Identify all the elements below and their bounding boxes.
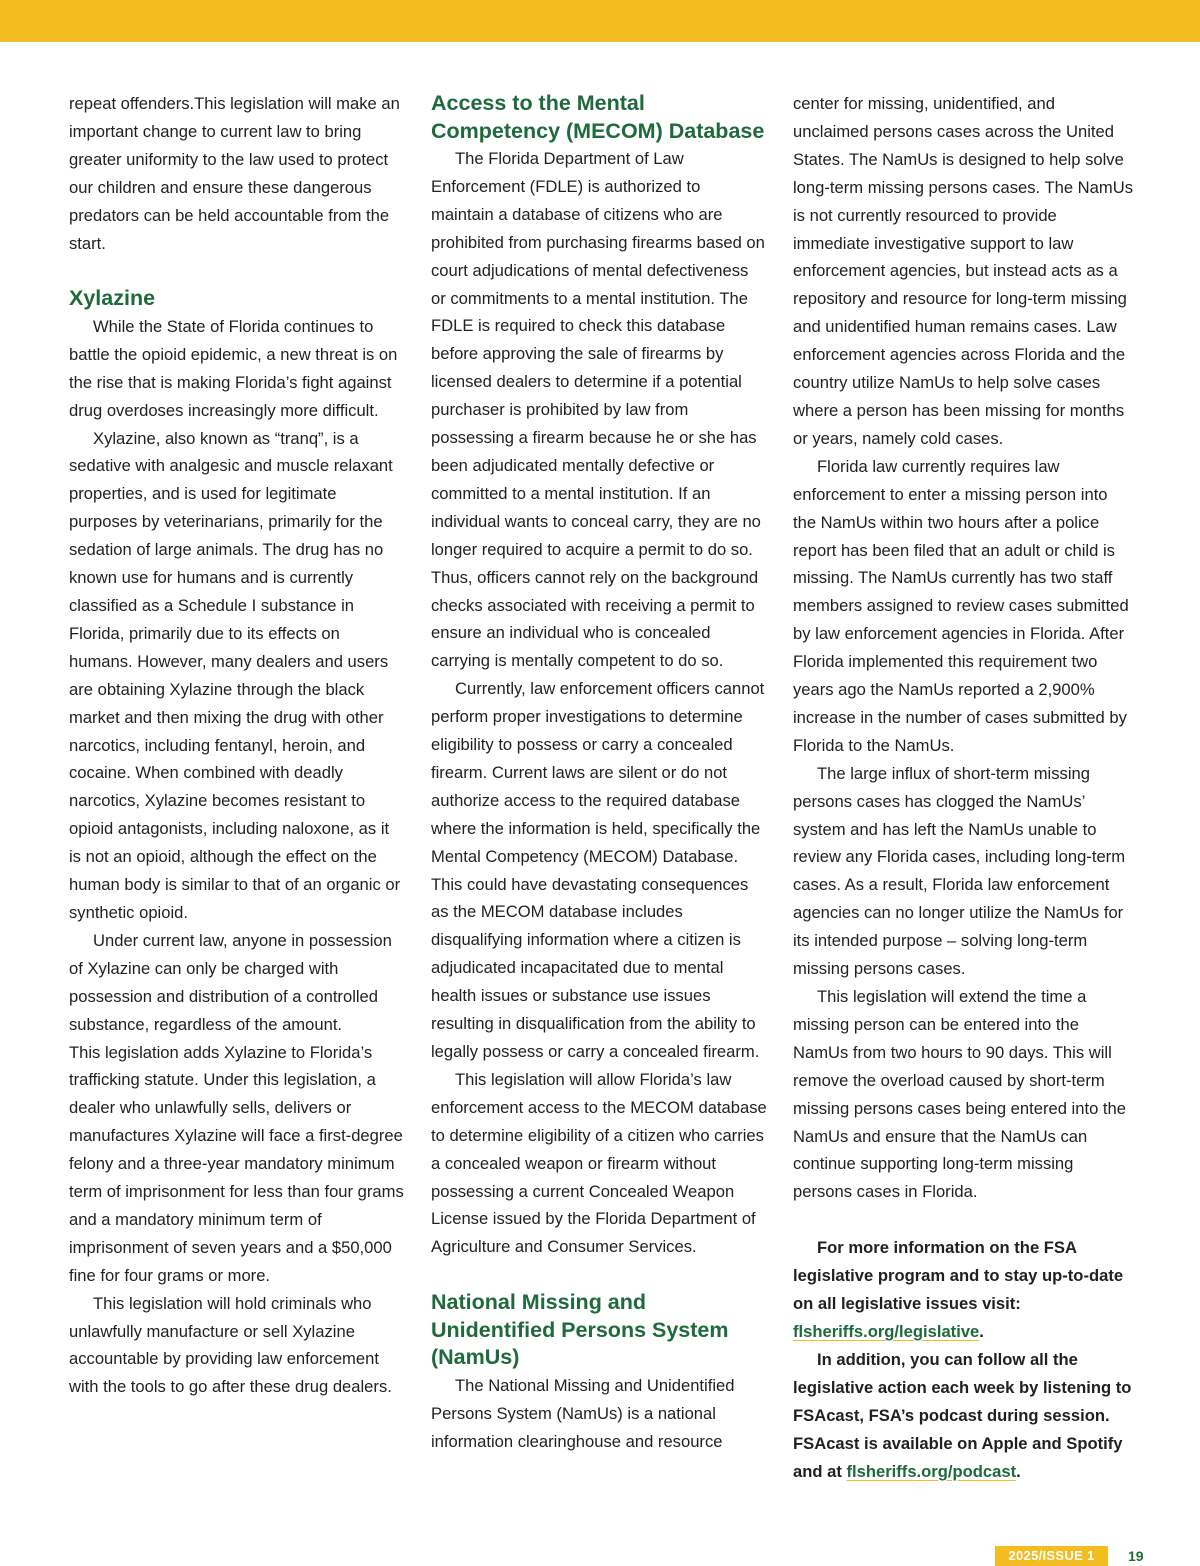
paragraph-influx: The large influx of short-term missing persons cases has clogged the NamUs’ system and has left the NamUs unable to review any Florida cases, including long-term cases. As a result, Florida law enforcement agencies can no longer utilize the NamUs for its intended purpose – solving long-term missing persons cases. — [793, 763, 1126, 979]
column-3 — [793, 90, 1133, 1485]
page-number: 19 — [1128, 1548, 1144, 1564]
spacer — [793, 1206, 1133, 1234]
paragraph-fdle-database: The Florida Department of Law Enforcement (FDLE) is authorized to maintain a database of citizens who are prohibited from purchasing firearms based on court adjudications of mental defectiveness or commitments to a mental institution. The FDLE is required to check this database before approving the sale of firearms by licensed dealers to determine if a potential purchaser is prohibited by law from possessing a firearm because he or she has been adjudicated mentally defective or committed to a mental institution. If an individual wants to conceal carry, they are no longer required to acquire a permit to do so. Thus, officers cannot rely on the background checks associated with receiving a permit to ensure an individual who is concealed carrying is mentally competent to do so. — [431, 149, 765, 671]
paragraph-xylazine-intro: While the State of Florida continues to battle the opioid epidemic, a new threat is on the rise that is making Florida’s fight against drug overdoses increasingly more difficult. — [69, 316, 398, 420]
paragraph-extend-time: This legislation will extend the time a missing person can be entered into the NamUs from two hours to 90 days. This will remove the overload caused by short-term missing persons cases being entered into the NamUs and ensure that the NamUs can continue supporting long-term missing persons cases in Florida. — [793, 987, 1126, 1202]
paragraph-fsacast — [793, 1346, 1133, 1486]
paragraph-current-law: Under current law, anyone in possession of Xylazine can only be charged with possession and distribution of a controlled substance, regardless of the amount. — [69, 930, 392, 1034]
column-2 — [431, 90, 767, 1455]
paragraph-xylazine-tranq: Xylazine, also known as “tranq”, is a sedative with analgesic and muscle relaxant properties, and is used for legitimate purposes by veterinarians, primarily for the sedation of large animals. The drug has no known use for humans and is currently classified as a Schedule I substance in Florida, primarily due to its effects on humans. However, many dealers and users are obtaining Xylazine through the black market and then mixing the drug with other narcotics, including fentanyl, heroin, and cocaine. When combined with deadly narcotics, Xylazine becomes resistant to opioid antagonists, including naloxone, as it is not an opioid, although the effect on the human body is similar to that of an organic or synthetic opioid. — [69, 428, 401, 922]
heading-xylazine: Xylazine — [69, 286, 156, 311]
info-block — [793, 1234, 1133, 1485]
issue-badge: 2025/ISSUE 1 — [995, 1546, 1108, 1566]
fsacast-text: In addition, you can follow all the legislative action each week by listening to FSAcast, FSA’s podcast during session. FSAcast is available on Apple and Spotify and at — [793, 1349, 1132, 1481]
heading-mecom: Access to the Mental Competency (MECOM) Database — [431, 91, 765, 143]
podcast-link[interactable]: flsheriffs.org/podcast — [846, 1461, 1017, 1481]
top-accent-bar — [0, 0, 1200, 42]
legislative-link[interactable]: flsheriffs.org/legislative — [793, 1321, 980, 1341]
paragraph-repeat-offenders: repeat offenders.This legislation will make an important change to current law to bring greater uniformity to the law used to protect our children and ensure these dangerous predators can be held accountable from the start. — [69, 94, 400, 253]
paragraph-florida-law: Florida law currently requires law enforcement to enter a missing person into the NamUs within two hours after a police report has been filed that an adult or child is missing. The NamUs currently has two staff members assigned to review cases submitted by law enforcement agencies in Florida. After Florida implemented this requirement two years ago the NamUs reported a 2,900% increase in the number of cases submitted by Florida to the NamUs. — [793, 456, 1129, 755]
paragraph-hold-criminals: This legislation will hold criminals who unlawfully manufacture or sell Xylazine accountable by providing law enforcement with the tools to go after these drug dealers. — [69, 1293, 392, 1397]
heading-namus: National Missing and Unidentified Persons System (NamUs) — [431, 1290, 729, 1370]
paragraph-namus-intro: The National Missing and Unidentified Persons System (NamUs) is a national information clearinghouse and resource — [431, 1375, 735, 1451]
more-info-text: For more information on the FSA legislative program and to stay up-to-date on all legislative issues visit: — [793, 1238, 1124, 1314]
paragraph-mecom-access: This legislation will allow Florida’s law enforcement access to the MECOM database to determine eligibility of a citizen who carries a concealed weapon or firearm without possessing a current Concealed Weapon License issued by the Florida Department of Agriculture and Consumer Services. — [431, 1069, 767, 1257]
paragraph-more-info — [793, 1234, 1133, 1346]
more-info-period: . — [979, 1321, 984, 1341]
paragraph-namus-center: center for missing, unidentified, and unclaimed persons cases across the United States. The NamUs is designed to help solve long-term missing persons cases. The NamUs is not currently resourced to provide immediate investigative support to law enforcement agencies, but instead acts as a repository and resource for long-term missing and unidentified human remains cases. Law enforcement agencies across Florida and the country utilize NamUs to help solve cases where a person has been missing for months or years, namely cold cases. — [793, 94, 1133, 448]
fsacast-period: . — [1016, 1461, 1021, 1481]
paragraph-trafficking-statute: This legislation adds Xylazine to Florida’s trafficking statute. Under this legislation, a dealer who unlawfully sells, delivers or manufactures Xylazine will face a first-degree felony and a three-year mandatory minimum term of imprisonment for less than four grams and a mandatory minimum term of imprisonment of seven years and a $50,000 fine for four grams or more. — [69, 1042, 404, 1285]
paragraph-officers-cannot: Currently, law enforcement officers cannot perform proper investigations to determine eligibility to possess or carry a concealed firearm. Current laws are silent or do not authorize access to the required database where the information is held, specifically the Mental Competency (MECOM) Database. This could have devastating consequences as the MECOM database includes disqualifying information where a citizen is adjudicated incapacitated due to mental health issues or substance use issues resulting in disqualification from the ability to legally possess or carry a concealed firearm. — [431, 679, 765, 1061]
column-1 — [69, 90, 404, 1401]
